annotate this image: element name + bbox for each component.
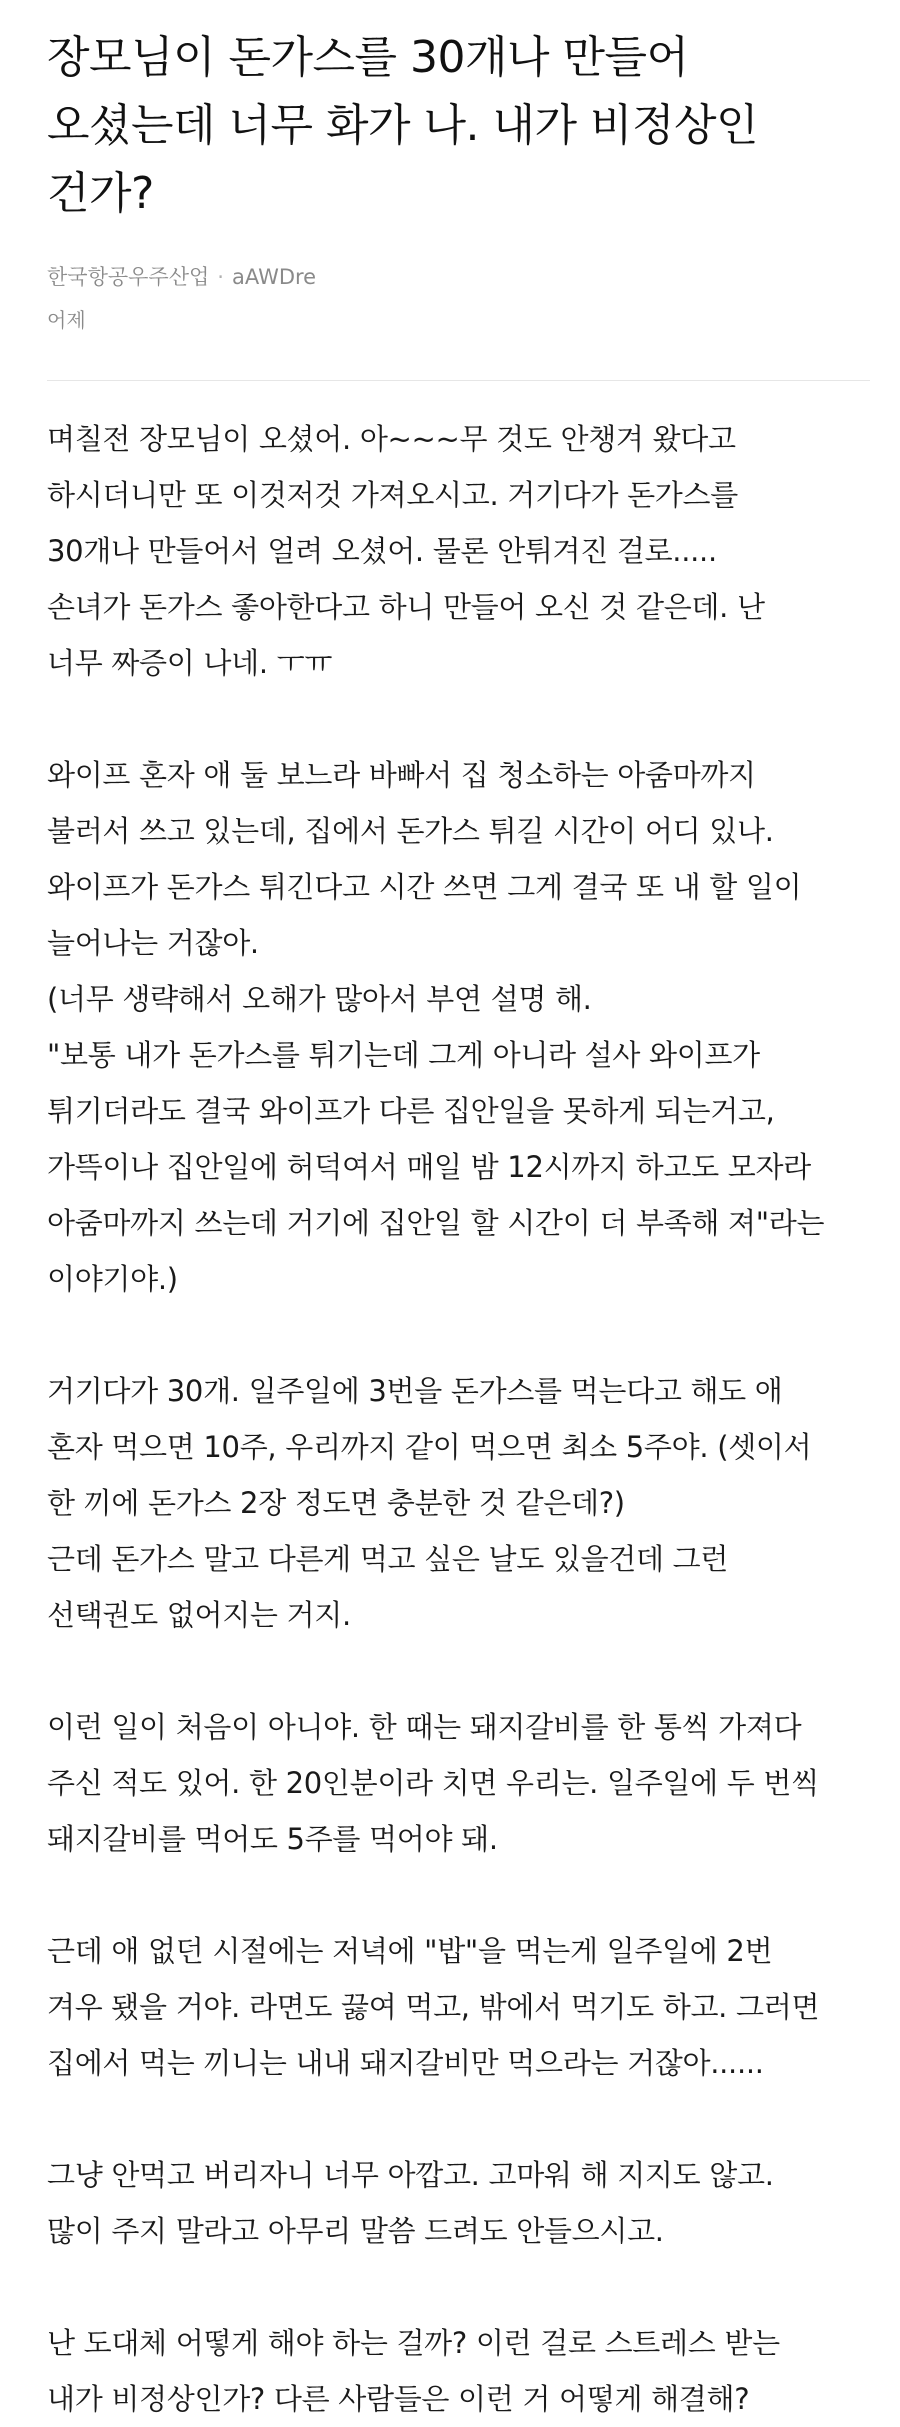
body-line: 늘어나는 거잖아. bbox=[47, 926, 259, 960]
body-line: 거기다가 30개. 일주일에 3번을 돈가스를 먹는다고 해도 애 bbox=[47, 1374, 783, 1408]
body-line: (너무 생략해서 오해가 많아서 부연 설명 해. bbox=[47, 982, 592, 1016]
body-line: 와이프가 돈가스 튀긴다고 시간 쓰면 그게 결국 또 내 할 일이 bbox=[47, 870, 802, 904]
body-line: 돼지갈비를 먹어도 5주를 먹어야 돼. bbox=[47, 1822, 498, 1856]
body-line: 며칠전 장모님이 오셨어. 아~~~무 것도 안챙겨 왔다고 bbox=[47, 422, 736, 456]
body-line: 가뜩이나 집안일에 허덕여서 매일 밤 12시까지 하고도 모자라 bbox=[47, 1150, 811, 1184]
paragraph-gap bbox=[47, 1643, 870, 1699]
paragraph-gap bbox=[47, 2091, 870, 2147]
body-line: 난 도대체 어떻게 해야 하는 걸까? 이런 걸로 스트레스 받는 bbox=[47, 2326, 780, 2360]
body-line: 이런 일이 처음이 아니야. 한 때는 돼지갈비를 한 통씩 가져다 bbox=[47, 1710, 802, 1744]
body-line: 혼자 먹으면 10주, 우리까지 같이 먹으면 최소 5주야. (셋이서 bbox=[47, 1430, 812, 1464]
body-line: 손녀가 돈가스 좋아한다고 하니 만들어 오신 것 같은데. 난 bbox=[47, 590, 765, 624]
body-line: 집에서 먹는 끼니는 내내 돼지갈비만 먹으라는 거잖아...... bbox=[47, 2046, 764, 2080]
paragraph bbox=[47, 747, 870, 1307]
body-line: 주신 적도 있어. 한 20인분이라 치면 우리는. 일주일에 두 번씩 bbox=[47, 1766, 819, 1800]
body-line: 많이 주지 말라고 아무리 말씀 드려도 안들으시고. bbox=[47, 2214, 664, 2248]
body-line: 그냥 안먹고 버리자니 너무 아깝고. 고마워 해 지지도 않고. bbox=[47, 2158, 774, 2192]
company-name[interactable]: 한국항공우주산업 bbox=[47, 265, 210, 289]
post-body bbox=[47, 411, 870, 2427]
paragraph bbox=[47, 1923, 870, 2091]
post-meta bbox=[47, 262, 870, 292]
body-line: 하시더니만 또 이것저것 가져오시고. 거기다가 돈가스를 bbox=[47, 478, 738, 512]
author-nickname[interactable]: aAWDre bbox=[231, 265, 317, 289]
post-title bbox=[47, 24, 870, 228]
paragraph bbox=[47, 411, 870, 691]
body-line: 겨우 됐을 거야. 라면도 끓여 먹고, 밖에서 먹기도 하고. 그러면 bbox=[47, 1990, 820, 2024]
separator-dot: · bbox=[217, 265, 224, 289]
paragraph-gap bbox=[47, 2259, 870, 2315]
body-line: 30개나 만들어서 얼려 오셨어. 물론 안튀겨진 걸로..... bbox=[47, 534, 717, 568]
body-line: 한 끼에 돈가스 2장 정도면 충분한 것 같은데?) bbox=[47, 1486, 625, 1520]
body-line: "보통 내가 돈가스를 튀기는데 그게 아니라 설사 와이프가 bbox=[47, 1038, 760, 1072]
body-line: 너무 짜증이 나네. ㅜㅠ bbox=[47, 646, 333, 680]
body-line: 와이프 혼자 애 둘 보느라 바빠서 집 청소하는 아줌마까지 bbox=[47, 758, 756, 792]
paragraph-gap bbox=[47, 691, 870, 747]
title-line: 건가? bbox=[47, 168, 154, 219]
body-line: 튀기더라도 결국 와이프가 다른 집안일을 못하게 되는거고, bbox=[47, 1094, 775, 1128]
paragraph bbox=[47, 1699, 870, 1867]
title-line: 장모님이 돈가스를 30개나 만들어 bbox=[47, 32, 689, 83]
body-line: 근데 돈가스 말고 다른게 먹고 싶은 날도 있을건데 그런 bbox=[47, 1542, 729, 1576]
body-line: 선택권도 없어지는 거지. bbox=[47, 1598, 351, 1632]
body-line: 근데 애 없던 시절에는 저녁에 "밥"을 먹는게 일주일에 2번 bbox=[47, 1934, 773, 1968]
paragraph bbox=[47, 2315, 870, 2427]
paragraph-gap bbox=[47, 1307, 870, 1363]
paragraph-gap bbox=[47, 1867, 870, 1923]
body-line: 내가 비정상인가? 다른 사람들은 이런 거 어떻게 해결해? bbox=[47, 2382, 750, 2416]
body-line: 이야기야.) bbox=[47, 1262, 178, 1296]
body-line: 아줌마까지 쓰는데 거기에 집안일 할 시간이 더 부족해 져"라는 bbox=[47, 1206, 825, 1240]
title-line: 오셨는데 너무 화가 나. 내가 비정상인 bbox=[47, 100, 758, 151]
post-date: 어제 bbox=[47, 308, 86, 332]
paragraph bbox=[47, 1363, 870, 1643]
body-line: 불러서 쓰고 있는데, 집에서 돈가스 튀길 시간이 어디 있나. bbox=[47, 814, 774, 848]
paragraph bbox=[47, 2147, 870, 2259]
header-divider bbox=[47, 380, 870, 381]
